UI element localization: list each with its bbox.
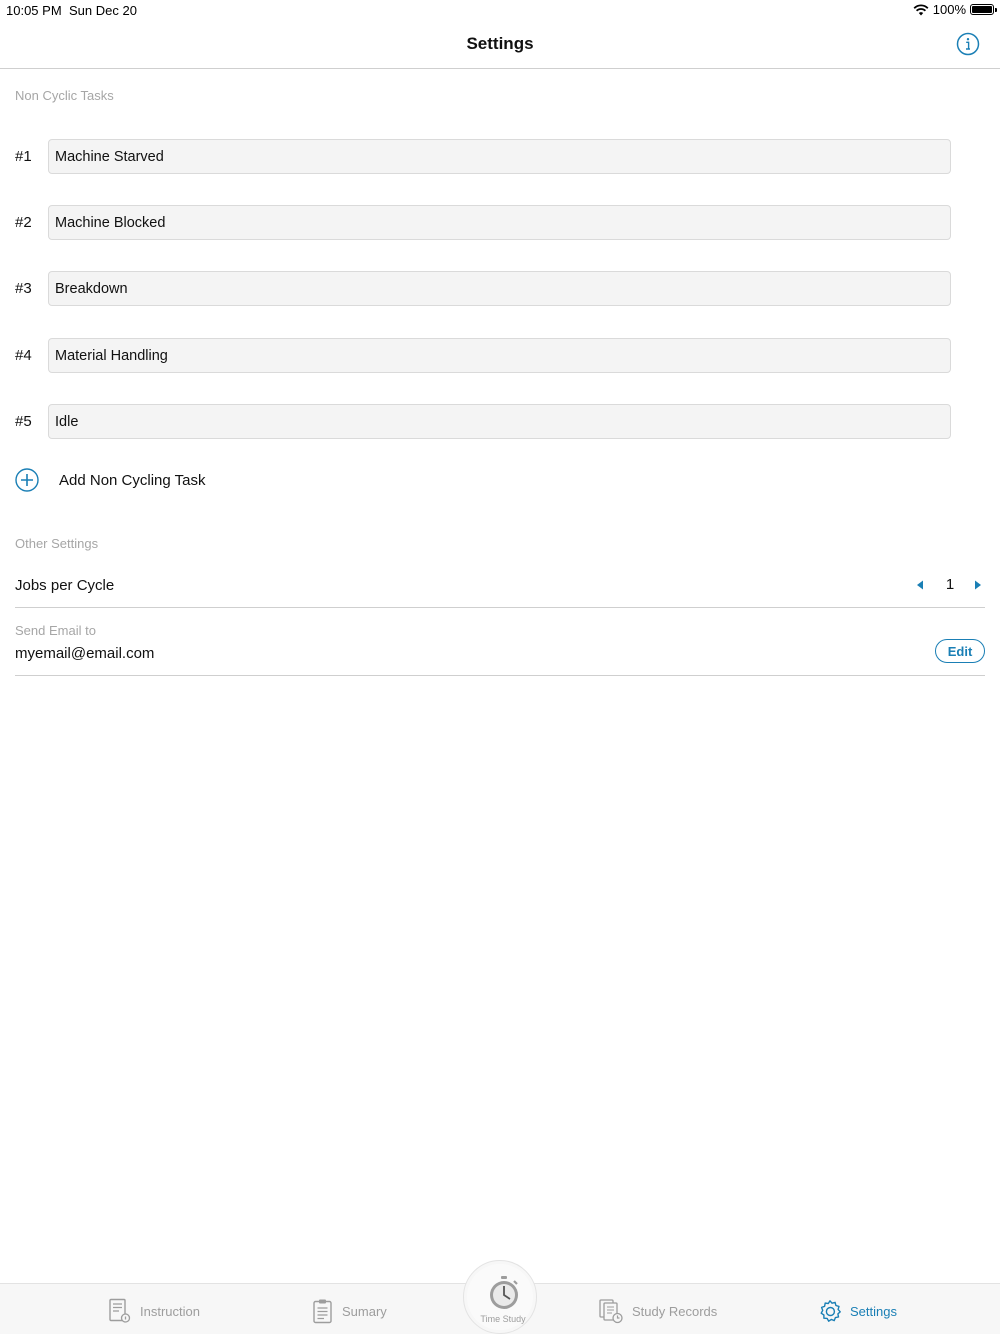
email-value: myemail@email.com — [15, 645, 155, 662]
task-row — [0, 338, 1000, 374]
task-number: #4 — [15, 347, 32, 364]
task-input-4[interactable] — [48, 338, 951, 373]
clipboard-icon — [312, 1298, 334, 1324]
add-task-label: Add Non Cycling Task — [59, 471, 206, 489]
battery-icon — [970, 4, 994, 15]
tab-settings[interactable] — [818, 1297, 897, 1325]
task-number: #5 — [15, 413, 32, 430]
task-input-3[interactable] — [48, 271, 951, 306]
tab-time-study[interactable] — [463, 1260, 537, 1334]
battery-percent: 100% — [932, 2, 966, 17]
time-study-button-inner — [467, 1264, 533, 1330]
page-title: Settings — [466, 34, 534, 53]
tab-instruction[interactable] — [108, 1297, 200, 1325]
status-bar — [0, 0, 1000, 22]
add-non-cycling-task-button[interactable] — [15, 467, 205, 493]
task-number: #3 — [15, 280, 32, 297]
jobs-per-cycle-row — [15, 568, 985, 608]
tab-label: Sumary — [342, 1303, 387, 1319]
tab-study-records[interactable] — [598, 1297, 717, 1325]
task-input-1[interactable] — [48, 139, 951, 174]
tab-label: Study Records — [632, 1303, 718, 1319]
tab-label: Instruction — [140, 1303, 200, 1319]
tab-label: Settings — [850, 1303, 897, 1319]
increment-arrow-icon[interactable] — [971, 578, 985, 592]
status-time: 10:05 PM — [6, 3, 62, 18]
study-records-icon — [598, 1298, 624, 1324]
instruction-icon — [108, 1298, 132, 1324]
stopwatch-icon — [486, 1275, 522, 1311]
task-input-5[interactable] — [48, 404, 951, 439]
tab-summary[interactable] — [312, 1297, 387, 1325]
tab-label: Time Study — [480, 1314, 526, 1324]
plus-circle-icon — [15, 468, 39, 492]
decrement-arrow-icon[interactable] — [913, 578, 927, 592]
jobs-per-cycle-stepper — [913, 576, 985, 594]
section-header-non-cyclic: Non Cyclic Tasks — [15, 88, 114, 103]
task-input-2[interactable] — [48, 205, 951, 240]
task-row — [0, 271, 1000, 307]
send-email-label: Send Email to — [15, 623, 96, 638]
jobs-per-cycle-value: 1 — [945, 576, 955, 593]
navigation-bar — [0, 22, 1000, 69]
status-right — [913, 2, 994, 17]
task-number: #1 — [15, 148, 32, 165]
task-number: #2 — [15, 214, 32, 231]
jobs-per-cycle-label: Jobs per Cycle — [15, 577, 115, 594]
info-icon[interactable] — [956, 32, 980, 56]
task-row — [0, 205, 1000, 241]
edit-email-button[interactable]: Edit — [935, 639, 985, 663]
wifi-icon — [913, 4, 929, 16]
task-row — [0, 404, 1000, 440]
send-email-row — [15, 616, 985, 676]
status-date: Sun Dec 20 — [69, 3, 137, 18]
section-header-other-settings: Other Settings — [15, 536, 99, 551]
gear-icon — [818, 1299, 842, 1323]
task-row — [0, 139, 1000, 175]
